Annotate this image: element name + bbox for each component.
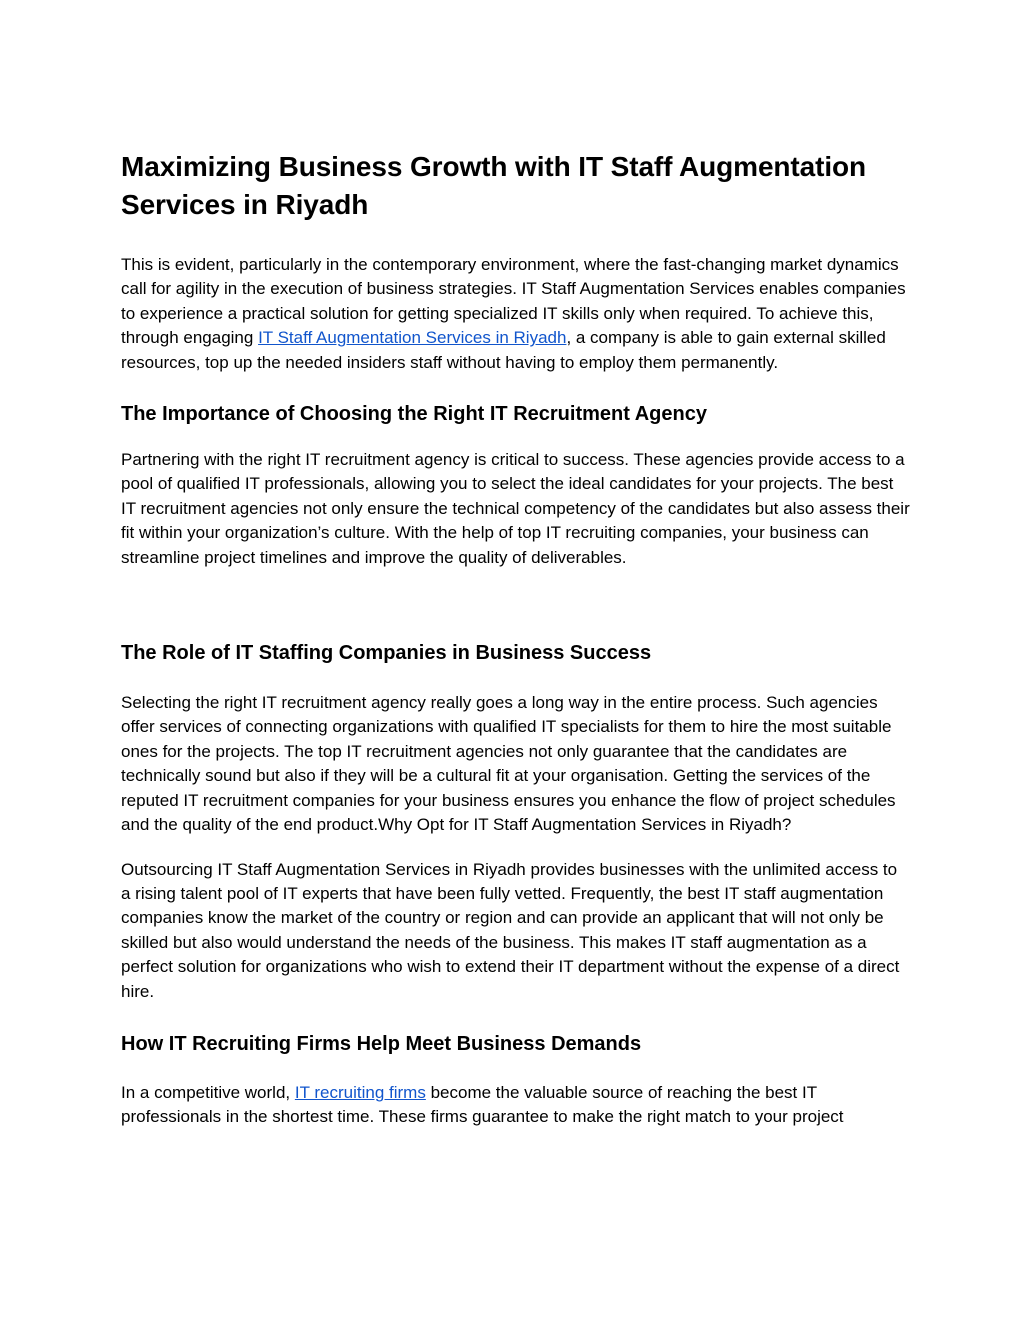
recruiting-firms-paragraph xyxy=(121,1081,911,1130)
recruitment-agency-paragraph: Partnering with the right IT recruitment agency is critical to success. These agencies provide access to a pool of qualified IT professionals, allowing you to select the ideal candidates for your projects. The best IT recruitment agencies not only ensure the technical competency of the candidates but also assess their fit within your organization’s culture. With the help of top IT recruiting companies, your business can streamline project timelines and improve the quality of deliverables. xyxy=(121,450,910,567)
recruiting-text-after-link: become the valuable source of reaching the best IT professionals in the shortest time. These firms guarantee to make the right match to your project xyxy=(121,1082,844,1127)
intro-text-before-link: This is evident, particularly in the contemporary environment, where the fast-changing market dynamics call for agility in the execution of business strategies. IT Staff Augmentation Services enables companies to experience a practical solution for getting specialized IT skills only when required. To achieve this, through engaging xyxy=(121,255,906,348)
outsourcing-paragraph: Outsourcing IT Staff Augmentation Services in Riyadh provides businesses with the unlimited access to a rising talent pool of IT experts that have been fully vetted. Frequently, the best IT staff augmentation companies know the market of the country or region and can provide an applicant that will not only be skilled but also would understand the needs of the business. This makes IT staff augmentation as a perfect solution for organizations who wish to extend their IT department without the expense of a direct hire. xyxy=(121,859,900,1001)
section-heading-recruiting-firms: How IT Recruiting Firms Help Meet Business Demands xyxy=(121,1032,642,1055)
it-recruiting-firms-link[interactable]: IT recruiting firms xyxy=(294,1082,426,1102)
recruiting-text-before-link: In a competitive world, xyxy=(121,1082,295,1102)
it-staff-augmentation-riyadh-link[interactable]: IT Staff Augmentation Services in Riyadh xyxy=(258,328,567,348)
article-title: Maximizing Business Growth with IT Staff Augmentation Services in Riyadh xyxy=(121,151,867,220)
intro-paragraph xyxy=(121,253,911,375)
staffing-companies-paragraph: Selecting the right IT recruitment agency really goes a long way in the entire process. Such agencies offer services of connecting organizations with qualified IT specialists for them to hire the most suitable ones for the projects. The top IT recruitment agencies not only guarantee that the candidates are technically sound but also if they will be a cultural fit at your organisation. Getting the services of the reputed IT recruitment companies for your business ensures you enhance the flow of project schedules and the quality of the end product.Why Opt for IT Staff Augmentation Services in Riyadh? xyxy=(121,693,896,835)
article xyxy=(121,148,911,1130)
section-heading-staffing-companies: The Role of IT Staffing Companies in Business Success xyxy=(121,642,652,665)
section-heading-recruitment-agency: The Importance of Choosing the Right IT Recruitment Agency xyxy=(121,403,707,426)
intro-text-after-link: , a company is able to gain external skilled resources, top up the needed insiders staff without having to employ them permanently. xyxy=(121,328,886,372)
